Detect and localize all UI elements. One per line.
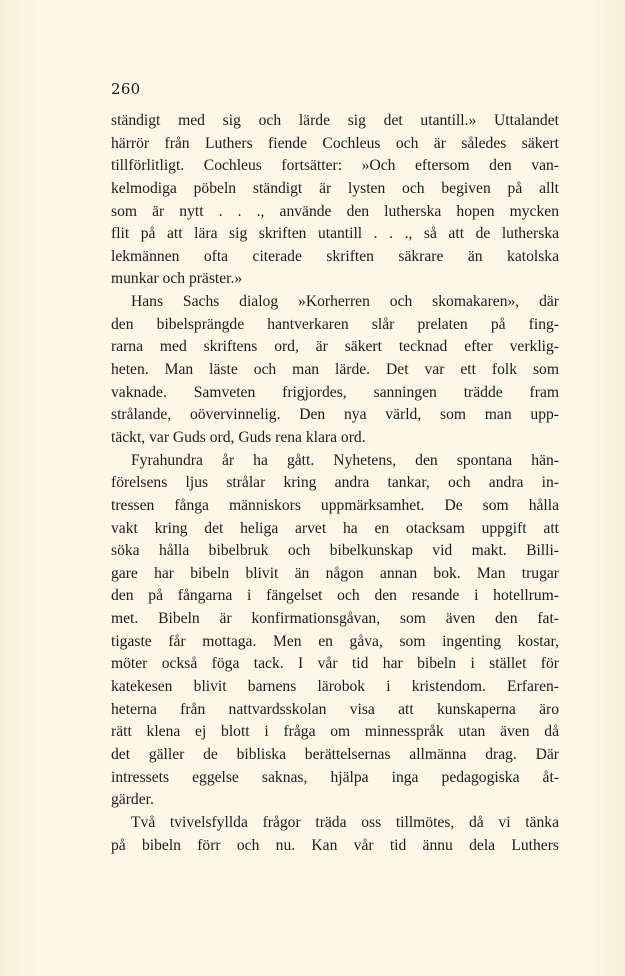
text-line: täckt, var Guds ord, Guds rena klara ord.	[111, 428, 366, 446]
text-line: vaknade. Samveten frigjordes, sanningen trädde fram	[111, 383, 559, 401]
text-line: heterna från nattvardsskolan visa att kunskaperna äro	[111, 700, 559, 718]
text-line: ständigt med sig och lärde sig det utantill.» Uttalandet	[111, 112, 559, 129]
text-line: på bibeln förr och nu. Kan vår tid ännu dela Luthers	[111, 836, 559, 854]
text-line: Hans Sachs dialog »Korherren och skomakaren», där	[131, 293, 559, 311]
page-number: 260	[111, 80, 141, 98]
text-line: strålande, oövervinnelig. Den nya värld, som man upp-	[111, 406, 559, 424]
text-line: rarna med skriftens ord, är säkert tecknad efter verklig-	[111, 338, 559, 356]
text-line: munkar och präster.»	[111, 270, 243, 288]
text-line: möter också föga tack. I vår tid har bibeln i stället för	[111, 655, 559, 673]
text-line: gare har bibeln blivit än någon annan bok. Man trugar	[111, 564, 559, 582]
text-line: lekmännen ofta citerade skriften säkrare än katolska	[111, 247, 559, 265]
text-line: den bibelsprängde hantverkaren slår prelaten på fing-	[111, 315, 559, 333]
text-line: som är nytt . . ., använde den lutherska hopen mycken	[111, 202, 559, 220]
text-line: katekesen blivit barnens lärobok i kristendom. Erfaren-	[111, 678, 559, 696]
body-text	[111, 110, 559, 857]
text-line: heten. Man läste och man lärde. Det var ett folk som	[111, 361, 559, 379]
text-line: den på fångarna i fängelset och den resande i hotellrum-	[111, 587, 559, 605]
text-line: tillförlitligt. Cochleus fortsätter: »Och eftersom den van-	[111, 157, 559, 175]
text-line: förelsens ljus strålar kring andra tankar, och andra in-	[111, 474, 559, 492]
text-line: met. Bibeln är konfirmationsgåvan, som även den fat-	[111, 610, 559, 628]
text-line: kelmodiga pöbeln ständigt är lysten och begiven på allt	[111, 179, 559, 197]
text-line: gärder.	[111, 791, 154, 809]
text-line: härrör från Luthers fiende Cochleus och är således säkert	[111, 134, 559, 152]
text-line: söka hålla bibelbruk och bibelkunskap vid makt. Billi-	[111, 542, 559, 560]
text-line: rätt klena ej blott i fråga om minnesspråk utan även då	[111, 723, 559, 741]
text-line: Två tvivelsfyllda frågor träda oss tillmötes, då vi tänka	[131, 813, 559, 831]
text-line: tressen fånga människors uppmärksamhet. De som hålla	[111, 496, 559, 514]
text-line: intressets eggelse saknas, hjälpa inga pedagogiska åt-	[111, 768, 559, 786]
text-line: tigaste får mottaga. Men en gåva, som ingenting kostar,	[111, 632, 559, 650]
text-line: vakt kring det heliga arvet ha en otacksam uppgift att	[111, 519, 559, 537]
text-line: Fyrahundra år ha gått. Nyhetens, den spontana hän-	[131, 451, 559, 469]
text-line: det gäller de bibliska berättelsernas allmänna drag. Där	[111, 745, 559, 763]
text-line: flit på att lära sig skriften utantill . . ., så att de lutherska	[111, 225, 559, 243]
